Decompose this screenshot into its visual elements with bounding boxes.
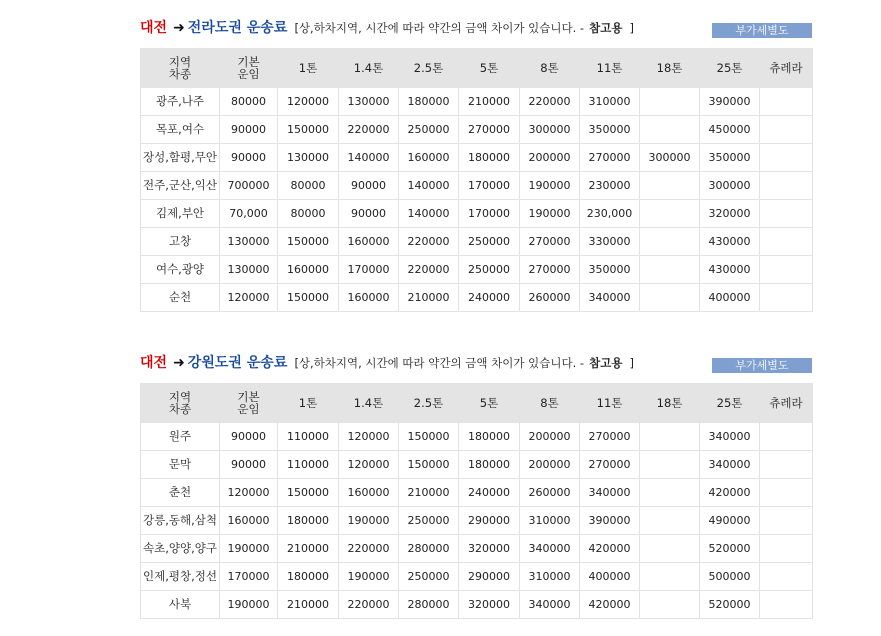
col-header: 2.5톤: [399, 384, 459, 423]
rate-cell: 150000: [278, 284, 339, 312]
rate-cell: 130000: [339, 88, 399, 116]
table-row: [141, 535, 813, 563]
region-cell: 광주,나주: [141, 88, 220, 116]
rate-cell: [640, 200, 700, 228]
rate-cell: 250000: [459, 228, 520, 256]
table-row: [141, 256, 813, 284]
table-row: [141, 479, 813, 507]
col-header: 18톤: [640, 384, 700, 423]
rate-cell: 310000: [580, 88, 640, 116]
region-cell: 순천: [141, 284, 220, 312]
vat-excluded-badge: 부가세별도: [712, 358, 812, 373]
rate-cell: [760, 535, 813, 563]
col-header: 1.4톤: [339, 49, 399, 88]
rate-cell: 160000: [278, 256, 339, 284]
rate-cell: 190000: [339, 563, 399, 591]
region-cell: 고창: [141, 228, 220, 256]
rate-cell: [760, 591, 813, 619]
rate-cell: [640, 172, 700, 200]
rate-cell: 340000: [700, 451, 760, 479]
region-cell: 김제,부안: [141, 200, 220, 228]
rate-cell: 150000: [399, 451, 459, 479]
rate-cell: 220000: [339, 591, 399, 619]
base-fare-cell: 80000: [220, 88, 278, 116]
base-fare-cell: 700000: [220, 172, 278, 200]
region-cell: 춘천: [141, 479, 220, 507]
table-row: [141, 591, 813, 619]
rate-cell: 300000: [520, 116, 580, 144]
base-fare-cell: 130000: [220, 256, 278, 284]
rate-cell: 240000: [459, 479, 520, 507]
region-cell: 전주,군산,익산: [141, 172, 220, 200]
section-note: [상,하차지역, 시간에 따라 약간의 금액 차이가 있습니다. -: [294, 356, 585, 370]
rate-cell: 340000: [580, 479, 640, 507]
vehicle-header-label: 차종: [168, 67, 192, 81]
table-row: [141, 423, 813, 451]
rate-cell: 430000: [700, 256, 760, 284]
region-cell: 인제,평창,정선: [141, 563, 220, 591]
rate-cell: 350000: [580, 116, 640, 144]
rate-cell: 160000: [339, 479, 399, 507]
rate-cell: 340000: [580, 284, 640, 312]
rate-cell: 150000: [399, 423, 459, 451]
rate-cell: [640, 88, 700, 116]
header-row: [141, 49, 813, 88]
base-header-top: 기본: [237, 390, 260, 404]
rate-cell: 220000: [339, 116, 399, 144]
region-cell: 문막: [141, 451, 220, 479]
rate-cell: [760, 116, 813, 144]
base-header-top: 기본: [237, 55, 260, 69]
gangwon-section: [140, 353, 812, 619]
rate-cell: 310000: [520, 563, 580, 591]
origin-city: 대전: [140, 355, 168, 371]
rate-cell: 200000: [520, 423, 580, 451]
rate-cell: [760, 228, 813, 256]
rate-cell: [640, 116, 700, 144]
region-cell: 목포,여수: [141, 116, 220, 144]
region-cell: 속초,양양,양구: [141, 535, 220, 563]
base-fare-cell: 90000: [220, 423, 278, 451]
rate-cell: 90000: [339, 172, 399, 200]
rate-cell: [760, 200, 813, 228]
rate-cell: [760, 284, 813, 312]
base-fare-cell: 170000: [220, 563, 278, 591]
rate-cell: 270000: [580, 423, 640, 451]
rate-cell: [640, 284, 700, 312]
table-row: [141, 116, 813, 144]
rate-cell: 120000: [278, 88, 339, 116]
section-header: [140, 353, 812, 375]
rate-cell: 280000: [399, 535, 459, 563]
base-fare-cell: 90000: [220, 116, 278, 144]
base-fare-header: [220, 384, 278, 423]
rate-cell: 260000: [520, 479, 580, 507]
table-row: [141, 228, 813, 256]
rate-cell: 330000: [580, 228, 640, 256]
base-header-bottom: 운임: [237, 402, 260, 416]
rate-cell: 430000: [700, 228, 760, 256]
rate-cell: 200000: [520, 451, 580, 479]
rate-cell: 520000: [700, 591, 760, 619]
base-fare-cell: 130000: [220, 228, 278, 256]
rate-cell: 270000: [459, 116, 520, 144]
note-close-bracket: ]: [629, 21, 635, 35]
rate-cell: 90000: [339, 200, 399, 228]
rate-cell: 220000: [399, 256, 459, 284]
base-fare-cell: 120000: [220, 284, 278, 312]
region-cell: 여수,광양: [141, 256, 220, 284]
rate-cell: 190000: [520, 172, 580, 200]
rate-cell: 190000: [520, 200, 580, 228]
col-header: 11톤: [580, 384, 640, 423]
region-cell: 장성,함평,무안: [141, 144, 220, 172]
rate-cell: 250000: [399, 507, 459, 535]
table-row: [141, 563, 813, 591]
table-row: [141, 172, 813, 200]
rate-cell: [640, 591, 700, 619]
rate-cell: 250000: [459, 256, 520, 284]
rate-cell: 390000: [580, 507, 640, 535]
col-header: 18톤: [640, 49, 700, 88]
col-header: 5톤: [459, 384, 520, 423]
base-header-bottom: 운임: [237, 67, 260, 81]
rate-cell: 300000: [700, 172, 760, 200]
rate-cell: 180000: [278, 507, 339, 535]
rate-cell: [640, 563, 700, 591]
rate-cell: 150000: [278, 479, 339, 507]
base-fare-cell: 70,000: [220, 200, 278, 228]
rate-cell: 140000: [339, 144, 399, 172]
vat-excluded-badge: 부가세별도: [712, 23, 812, 38]
rate-cell: 160000: [399, 144, 459, 172]
rate-cell: 270000: [580, 144, 640, 172]
rate-cell: [760, 451, 813, 479]
rate-cell: 270000: [520, 256, 580, 284]
arrow-icon: ➜: [173, 20, 185, 36]
rate-cell: 140000: [399, 200, 459, 228]
rate-cell: 230,000: [580, 200, 640, 228]
rate-cell: 220000: [339, 535, 399, 563]
col-header: 1톤: [278, 49, 339, 88]
base-fare-cell: 90000: [220, 144, 278, 172]
arrow-icon: ➜: [173, 355, 185, 371]
col-header: 1.4톤: [339, 384, 399, 423]
col-header: 츄레라: [760, 49, 813, 88]
rate-cell: 290000: [459, 563, 520, 591]
rate-cell: 350000: [700, 144, 760, 172]
rate-cell: [640, 228, 700, 256]
rate-cell: 320000: [459, 591, 520, 619]
rate-cell: 320000: [700, 200, 760, 228]
rate-cell: 210000: [278, 591, 339, 619]
region-cell: 사북: [141, 591, 220, 619]
rate-cell: 400000: [580, 563, 640, 591]
region-vehicle-header: [141, 384, 220, 423]
rate-cell: 270000: [520, 228, 580, 256]
section-title: 전라도권 운송료: [187, 20, 288, 36]
rate-table: [140, 383, 813, 619]
rate-cell: 340000: [520, 535, 580, 563]
jeolla-section: [140, 18, 812, 312]
rate-cell: 160000: [339, 284, 399, 312]
rate-cell: [760, 479, 813, 507]
rate-cell: 180000: [459, 144, 520, 172]
col-header: 츄레라: [760, 384, 813, 423]
col-header: 2.5톤: [399, 49, 459, 88]
rate-cell: 420000: [580, 591, 640, 619]
rate-cell: 420000: [580, 535, 640, 563]
rate-cell: 310000: [520, 507, 580, 535]
rate-cell: 450000: [700, 116, 760, 144]
vehicle-header-label: 차종: [168, 402, 192, 416]
col-header: 25톤: [700, 49, 760, 88]
rate-cell: 180000: [399, 88, 459, 116]
rate-cell: 270000: [580, 451, 640, 479]
rate-cell: 220000: [399, 228, 459, 256]
rate-table: [140, 48, 813, 312]
col-header: 11톤: [580, 49, 640, 88]
base-fare-cell: 90000: [220, 451, 278, 479]
rate-cell: 150000: [278, 228, 339, 256]
rate-cell: 140000: [399, 172, 459, 200]
col-header: 25톤: [700, 384, 760, 423]
section-title: 강원도권 운송료: [187, 355, 288, 371]
section-note: [상,하차지역, 시간에 따라 약간의 금액 차이가 있습니다. -: [294, 21, 585, 35]
rate-cell: [640, 535, 700, 563]
table-row: [141, 200, 813, 228]
base-fare-cell: 160000: [220, 507, 278, 535]
rate-cell: 280000: [399, 591, 459, 619]
rate-cell: 300000: [640, 144, 700, 172]
rate-cell: 400000: [700, 284, 760, 312]
rate-cell: 500000: [700, 563, 760, 591]
base-fare-cell: 190000: [220, 535, 278, 563]
origin-city: 대전: [140, 20, 168, 36]
region-cell: 원주: [141, 423, 220, 451]
header-row: [141, 384, 813, 423]
rate-cell: 150000: [278, 116, 339, 144]
rate-cell: 80000: [278, 172, 339, 200]
rate-cell: 200000: [520, 144, 580, 172]
col-header: 1톤: [278, 384, 339, 423]
rate-cell: 340000: [700, 423, 760, 451]
rate-cell: 490000: [700, 507, 760, 535]
rate-cell: 240000: [459, 284, 520, 312]
rate-cell: 210000: [399, 284, 459, 312]
rate-cell: 120000: [339, 451, 399, 479]
rate-cell: 110000: [278, 451, 339, 479]
rate-cell: [760, 144, 813, 172]
rate-cell: [760, 88, 813, 116]
rate-cell: 110000: [278, 423, 339, 451]
rate-cell: 520000: [700, 535, 760, 563]
rate-cell: 390000: [700, 88, 760, 116]
col-header: 8톤: [520, 384, 580, 423]
rate-cell: 350000: [580, 256, 640, 284]
rate-cell: 320000: [459, 535, 520, 563]
rate-cell: 80000: [278, 200, 339, 228]
rate-cell: 160000: [339, 228, 399, 256]
region-header-label: 지역: [168, 390, 192, 404]
section-header: [140, 18, 812, 40]
note-close-bracket: ]: [629, 356, 635, 370]
base-fare-cell: 190000: [220, 591, 278, 619]
table-row: [141, 88, 813, 116]
table-row: [141, 284, 813, 312]
rate-cell: 290000: [459, 507, 520, 535]
rate-cell: 170000: [459, 172, 520, 200]
rate-cell: [760, 256, 813, 284]
region-vehicle-header: [141, 49, 220, 88]
reference-label: 참고용: [589, 21, 623, 35]
col-header: 5톤: [459, 49, 520, 88]
rate-cell: 120000: [339, 423, 399, 451]
rate-cell: 190000: [339, 507, 399, 535]
region-cell: 강릉,동해,삼척: [141, 507, 220, 535]
rate-cell: [760, 507, 813, 535]
base-fare-cell: 120000: [220, 479, 278, 507]
rate-cell: 250000: [399, 563, 459, 591]
rate-cell: 170000: [459, 200, 520, 228]
rate-cell: [640, 479, 700, 507]
rate-cell: 260000: [520, 284, 580, 312]
table-row: [141, 451, 813, 479]
rate-cell: [640, 451, 700, 479]
rate-cell: 180000: [459, 423, 520, 451]
rate-cell: [640, 507, 700, 535]
rate-cell: 340000: [520, 591, 580, 619]
rate-cell: [760, 563, 813, 591]
col-header: 8톤: [520, 49, 580, 88]
region-header-label: 지역: [168, 55, 192, 69]
table-row: [141, 507, 813, 535]
table-row: [141, 144, 813, 172]
rate-cell: 210000: [278, 535, 339, 563]
rate-cell: 420000: [700, 479, 760, 507]
rate-cell: 180000: [459, 451, 520, 479]
rate-cell: 220000: [520, 88, 580, 116]
rate-cell: 130000: [278, 144, 339, 172]
rate-cell: 180000: [278, 563, 339, 591]
rate-cell: [760, 172, 813, 200]
rate-cell: [640, 256, 700, 284]
rate-cell: 210000: [399, 479, 459, 507]
rate-cell: [760, 423, 813, 451]
base-fare-header: [220, 49, 278, 88]
rate-cell: 230000: [580, 172, 640, 200]
rate-cell: 250000: [399, 116, 459, 144]
rate-cell: 170000: [339, 256, 399, 284]
reference-label: 참고용: [589, 356, 623, 370]
rate-cell: 210000: [459, 88, 520, 116]
rate-cell: [640, 423, 700, 451]
